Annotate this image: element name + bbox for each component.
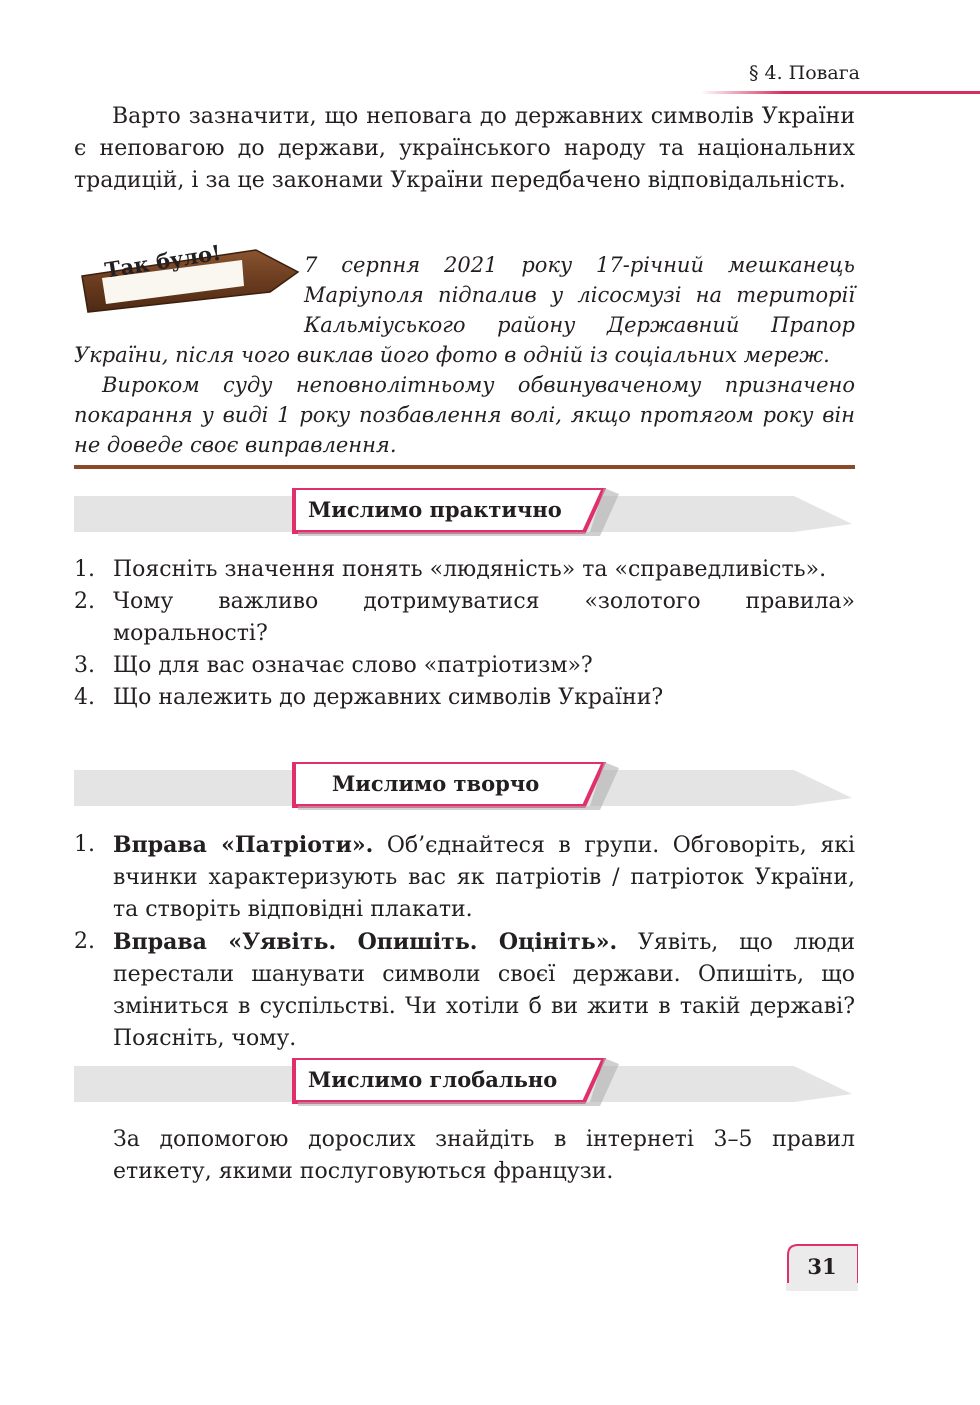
item-number: 1. (74, 557, 95, 582)
list-item (74, 650, 855, 682)
story-text-1: 7 серпня 2021 року 17-річний мешканець Маріуполя підпалив у лісосмузі на території Кальміуського району Державний Прапор України, після чого виклав його фото в одній із соціальних мереж. (74, 253, 855, 367)
banner-practical (74, 488, 855, 540)
banner-creative (74, 762, 855, 814)
item-text: Що належить до державних символів України? (113, 685, 664, 710)
list-item (74, 926, 855, 1055)
exercise-title: Вправа «Патріоти». (113, 832, 374, 858)
item-number: 2. (74, 589, 95, 614)
practical-list (74, 554, 855, 714)
item-number: 4. (74, 685, 95, 710)
story-paragraph-2: Вироком суду неповнолітньому обвинуваченому призначено покарання у виді 1 року позбавлення волі, якщо протягом року він не доведе своє виправлення. (74, 373, 855, 457)
section-divider (74, 465, 855, 469)
item-text: Що для вас означає слово «патріотизм»? (113, 653, 593, 678)
header-title: § 4. Повага (748, 62, 860, 84)
banner-practical-title: Мислимо практично (308, 497, 562, 522)
banner-creative-title: Мислимо творчо (332, 771, 540, 796)
item-text: Уявіть, що люди перестали шанувати символи своєї держави. Опишіть, що зміниться в суспільстві. Чи хотіли б ви жити в такій державі? Поясніть, чому. (113, 930, 856, 1051)
banner-global-title: Мислимо глобально (308, 1067, 558, 1092)
list-item (74, 682, 855, 714)
intro-paragraph: Варто зазначити, що неповага до державних символів України є неповагою до держави, українського народу та національних традицій, і за це законами України передбачено відповідальність. (74, 104, 855, 193)
item-number: 1. (74, 832, 95, 857)
item-text: Поясніть значення понять «людяність» та «справедливість». (113, 557, 827, 582)
item-number: 3. (74, 653, 95, 678)
item-text: Чому важливо дотримуватися «золотого правила» моральності? (113, 589, 855, 646)
header-rule (700, 91, 980, 94)
list-item (74, 829, 855, 926)
list-item (74, 554, 855, 586)
banner-global (74, 1058, 855, 1110)
story-paragraph-1 (74, 250, 855, 370)
item-text: Об’єднайтеся в групи. Обговоріть, які вчинки характеризують вас як патріотів / патріоток України, та створіть відповідні плакати. (113, 833, 855, 922)
global-paragraph: За допомогою дорослих знайдіть в інтернеті 3–5 правил етикету, якими послуговуються французи. (113, 1127, 855, 1184)
list-item (74, 586, 855, 650)
history-badge-label: Так було! (103, 239, 223, 283)
badge-float-space (74, 250, 304, 338)
creative-list (74, 829, 855, 1055)
item-number: 2. (74, 929, 95, 954)
exercise-title: Вправа «Уявіть. Опишіть. Оцініть». (113, 929, 618, 955)
page-number: 31 (807, 1254, 837, 1279)
